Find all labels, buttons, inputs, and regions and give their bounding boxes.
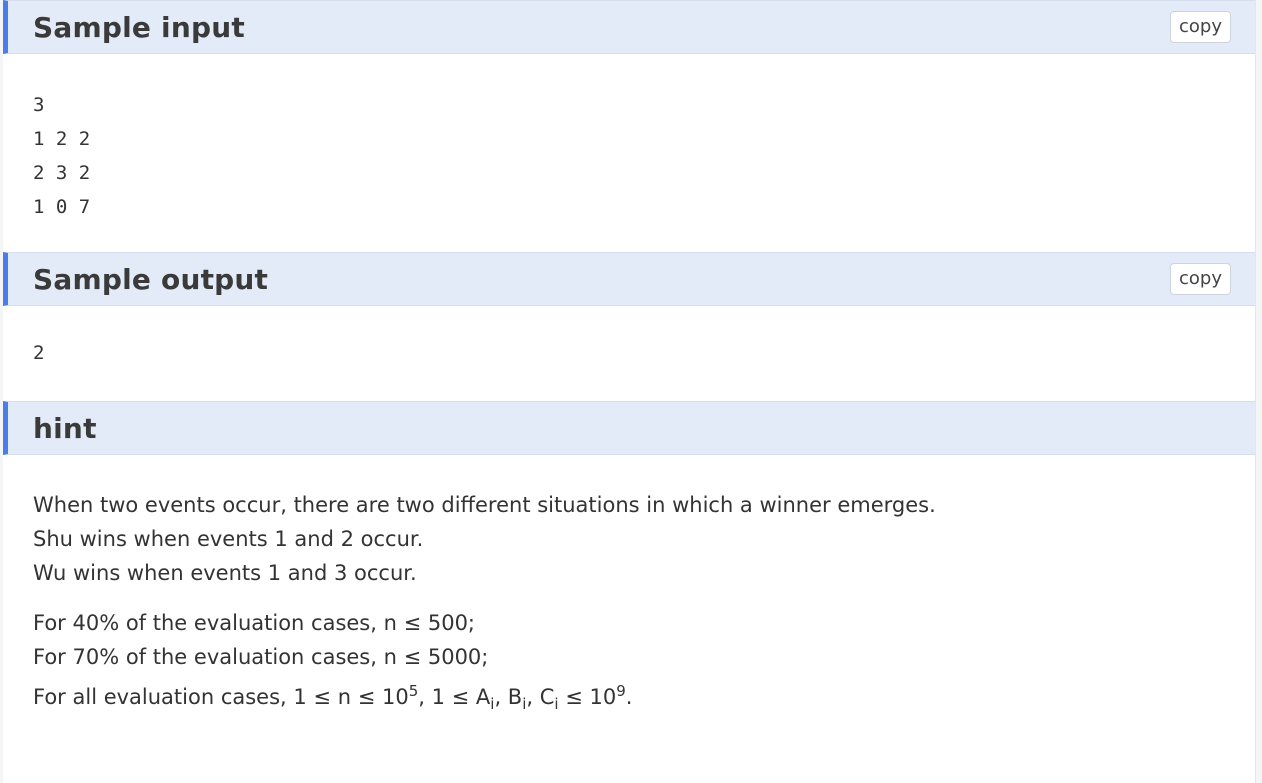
hint-line: For 70% of the evaluation cases, n ≤ 5000; bbox=[33, 645, 489, 669]
code-line: 2 bbox=[33, 342, 45, 364]
constraint-text: ≤ 10 bbox=[558, 685, 617, 709]
hint-line: Shu wins when events 1 and 2 occur. bbox=[33, 527, 424, 551]
code-line: 2 3 2 bbox=[33, 162, 91, 184]
hint-title: hint bbox=[33, 412, 97, 445]
sample-output-code bbox=[3, 306, 1255, 401]
constraint-text: For all evaluation cases, 1 ≤ n ≤ 10 bbox=[33, 685, 409, 709]
code-line: 1 2 2 bbox=[33, 128, 91, 150]
superscript: 9 bbox=[616, 682, 626, 700]
constraint-text: , B bbox=[494, 685, 523, 709]
sample-input-title: Sample input bbox=[33, 11, 245, 44]
hint-line: When two events occur, there are two different situations in which a winner emerges. bbox=[33, 493, 936, 517]
hint-line: For 40% of the evaluation cases, n ≤ 500; bbox=[33, 611, 476, 635]
sample-output-header bbox=[3, 252, 1255, 306]
hint-body bbox=[3, 455, 1255, 721]
sample-input-header bbox=[3, 0, 1255, 54]
hint-paragraph bbox=[33, 488, 1255, 590]
sample-output-title: Sample output bbox=[33, 263, 269, 296]
sample-input-code bbox=[3, 54, 1255, 252]
constraint-text: , 1 ≤ A bbox=[418, 685, 491, 709]
hint-constraint-line bbox=[33, 674, 1255, 721]
copy-sample-output-button[interactable]: copy bbox=[1170, 263, 1231, 295]
copy-sample-input-button[interactable]: copy bbox=[1170, 11, 1231, 43]
subscript: i bbox=[522, 695, 527, 714]
superscript: 5 bbox=[408, 682, 419, 700]
problem-card bbox=[3, 0, 1256, 783]
hint-line: Wu wins when events 1 and 3 occur. bbox=[33, 561, 417, 585]
code-line: 3 bbox=[33, 94, 45, 116]
hint-header bbox=[3, 401, 1255, 455]
subscript: i bbox=[490, 695, 495, 714]
constraint-text: , C bbox=[526, 685, 555, 709]
constraint-text: . bbox=[625, 685, 633, 709]
hint-paragraph bbox=[33, 606, 1255, 721]
subscript: i bbox=[554, 695, 559, 714]
code-line: 1 0 7 bbox=[33, 196, 91, 218]
